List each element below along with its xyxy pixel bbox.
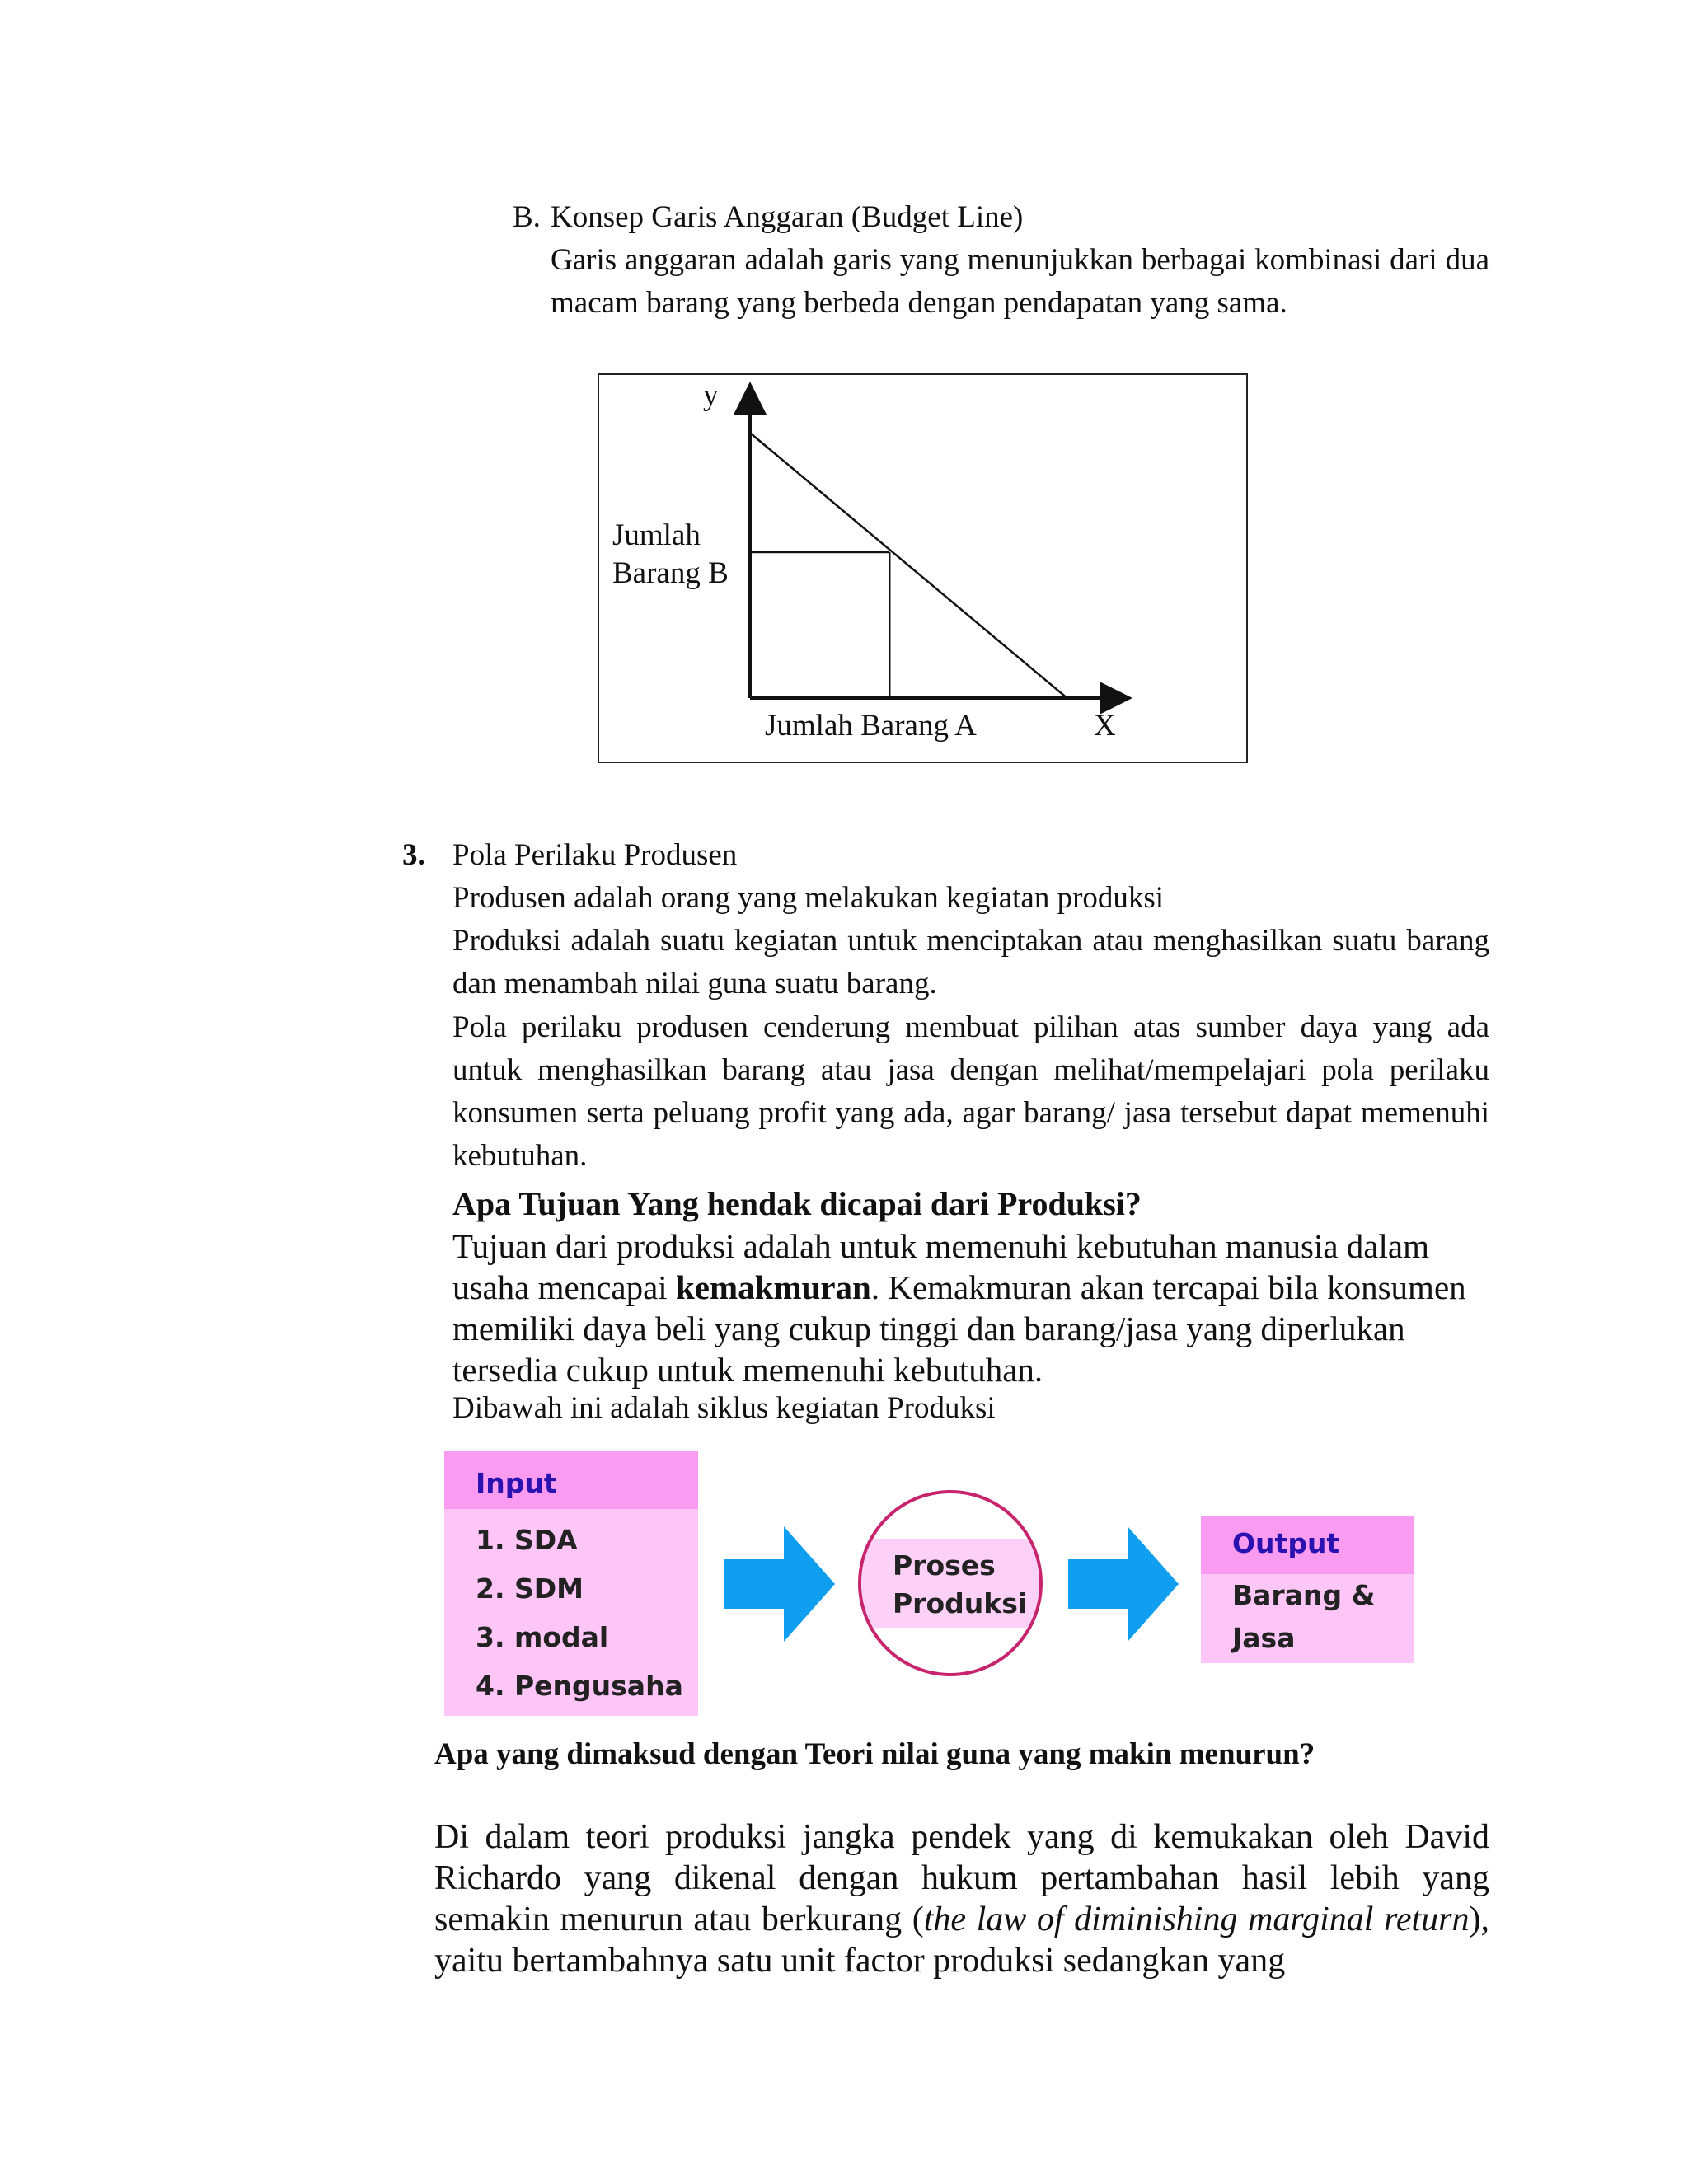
input-item: 1. SDA — [476, 1524, 578, 1556]
input-item: 2. SDM — [476, 1572, 584, 1605]
section-3-answer — [452, 1226, 1499, 1390]
body-text-rest: ), yaitu bertambahnya satu unit factor produksi sedangkan yang — [434, 1900, 1489, 1980]
process-circle — [858, 1490, 1043, 1676]
y-axis-letter: y — [703, 378, 719, 412]
section-3-p1: Produsen adalah orang yang melakukan kegiatan produksi — [452, 881, 1165, 915]
arrow-right-icon — [1068, 1526, 1179, 1642]
y-axis-label: Jumlah Barang B — [612, 518, 729, 590]
x-axis-label: Jumlah Barang A — [765, 709, 977, 743]
answer-text-rest: . Kemakmuran akan tercapai bila konsumen memiliki daya beli yang cukup tinggi dan barang/jasa yang diperlukan tersedia cukup untuk memenuhi kebutuhan. — [452, 1268, 1466, 1389]
body-italic: the law of diminishing marginal return — [923, 1900, 1470, 1938]
section-4-question: Apa yang dimaksud dengan Teori nilai guna yang makin menurun? — [434, 1737, 1315, 1771]
section-b-marker: B. — [513, 200, 541, 234]
section-3-p3: Pola perilaku produsen cenderung membuat pilihan atas sumber daya yang ada untuk menghasilkan barang atau jasa dengan melihat/mempelajari pola perilaku konsumen serta peluang profit yang ada, agar barang/ jasa tersebut dapat memenuhi kebutuhan. — [452, 1010, 1489, 1173]
arrow-right-icon — [724, 1526, 835, 1642]
answer-text: Tujuan dari produksi adalah untuk memenuhi kebutuhan manusia dalam usaha mencapai — [452, 1227, 1429, 1306]
answer-bold: kemakmuran — [675, 1268, 871, 1306]
output-title: Output — [1201, 1516, 1414, 1574]
input-title: Input — [444, 1451, 698, 1509]
section-3-question: Apa Tujuan Yang hendak dicapai dari Produksi? — [452, 1185, 1142, 1222]
output-line1: Barang & — [1232, 1579, 1376, 1611]
output-box — [1201, 1516, 1414, 1663]
section-3-title: Pola Perilaku Produsen — [452, 838, 738, 872]
section-3-p2: Produksi adalah suatu kegiatan untuk menciptakan atau menghasilkan suatu barang dan menambah nilai guna suatu barang. — [452, 924, 1489, 1001]
section-3-number: 3. — [402, 838, 425, 872]
body-text: Di dalam teori produksi jangka pendek yang di kemukakan oleh David Richardo yang dikenal dengan hukum pertambahan hasil lebih yang semakin menurun atau berkurang ( — [434, 1818, 1489, 1938]
budget-line — [750, 433, 1067, 698]
budget-line-chart — [598, 373, 1248, 763]
section-4-body — [434, 1816, 1489, 1981]
input-box — [444, 1451, 698, 1716]
section-b-body: Garis anggaran adalah garis yang menunjukkan berbagai kombinasi dari dua macam barang yang berbeda dengan pendapatan yang sama. — [551, 243, 1489, 320]
section-b-title: Konsep Garis Anggaran (Budget Line) — [551, 200, 1024, 234]
input-item: 4. Pengusaha — [476, 1670, 683, 1702]
cycle-intro: Dibawah ini adalah siklus kegiatan Produksi — [452, 1391, 996, 1425]
process-line2: Produksi — [893, 1587, 1028, 1619]
output-line2: Jasa — [1232, 1622, 1296, 1654]
x-axis-letter: X — [1094, 709, 1116, 743]
input-item: 3. modal — [476, 1621, 609, 1653]
process-line1: Proses — [893, 1549, 996, 1582]
